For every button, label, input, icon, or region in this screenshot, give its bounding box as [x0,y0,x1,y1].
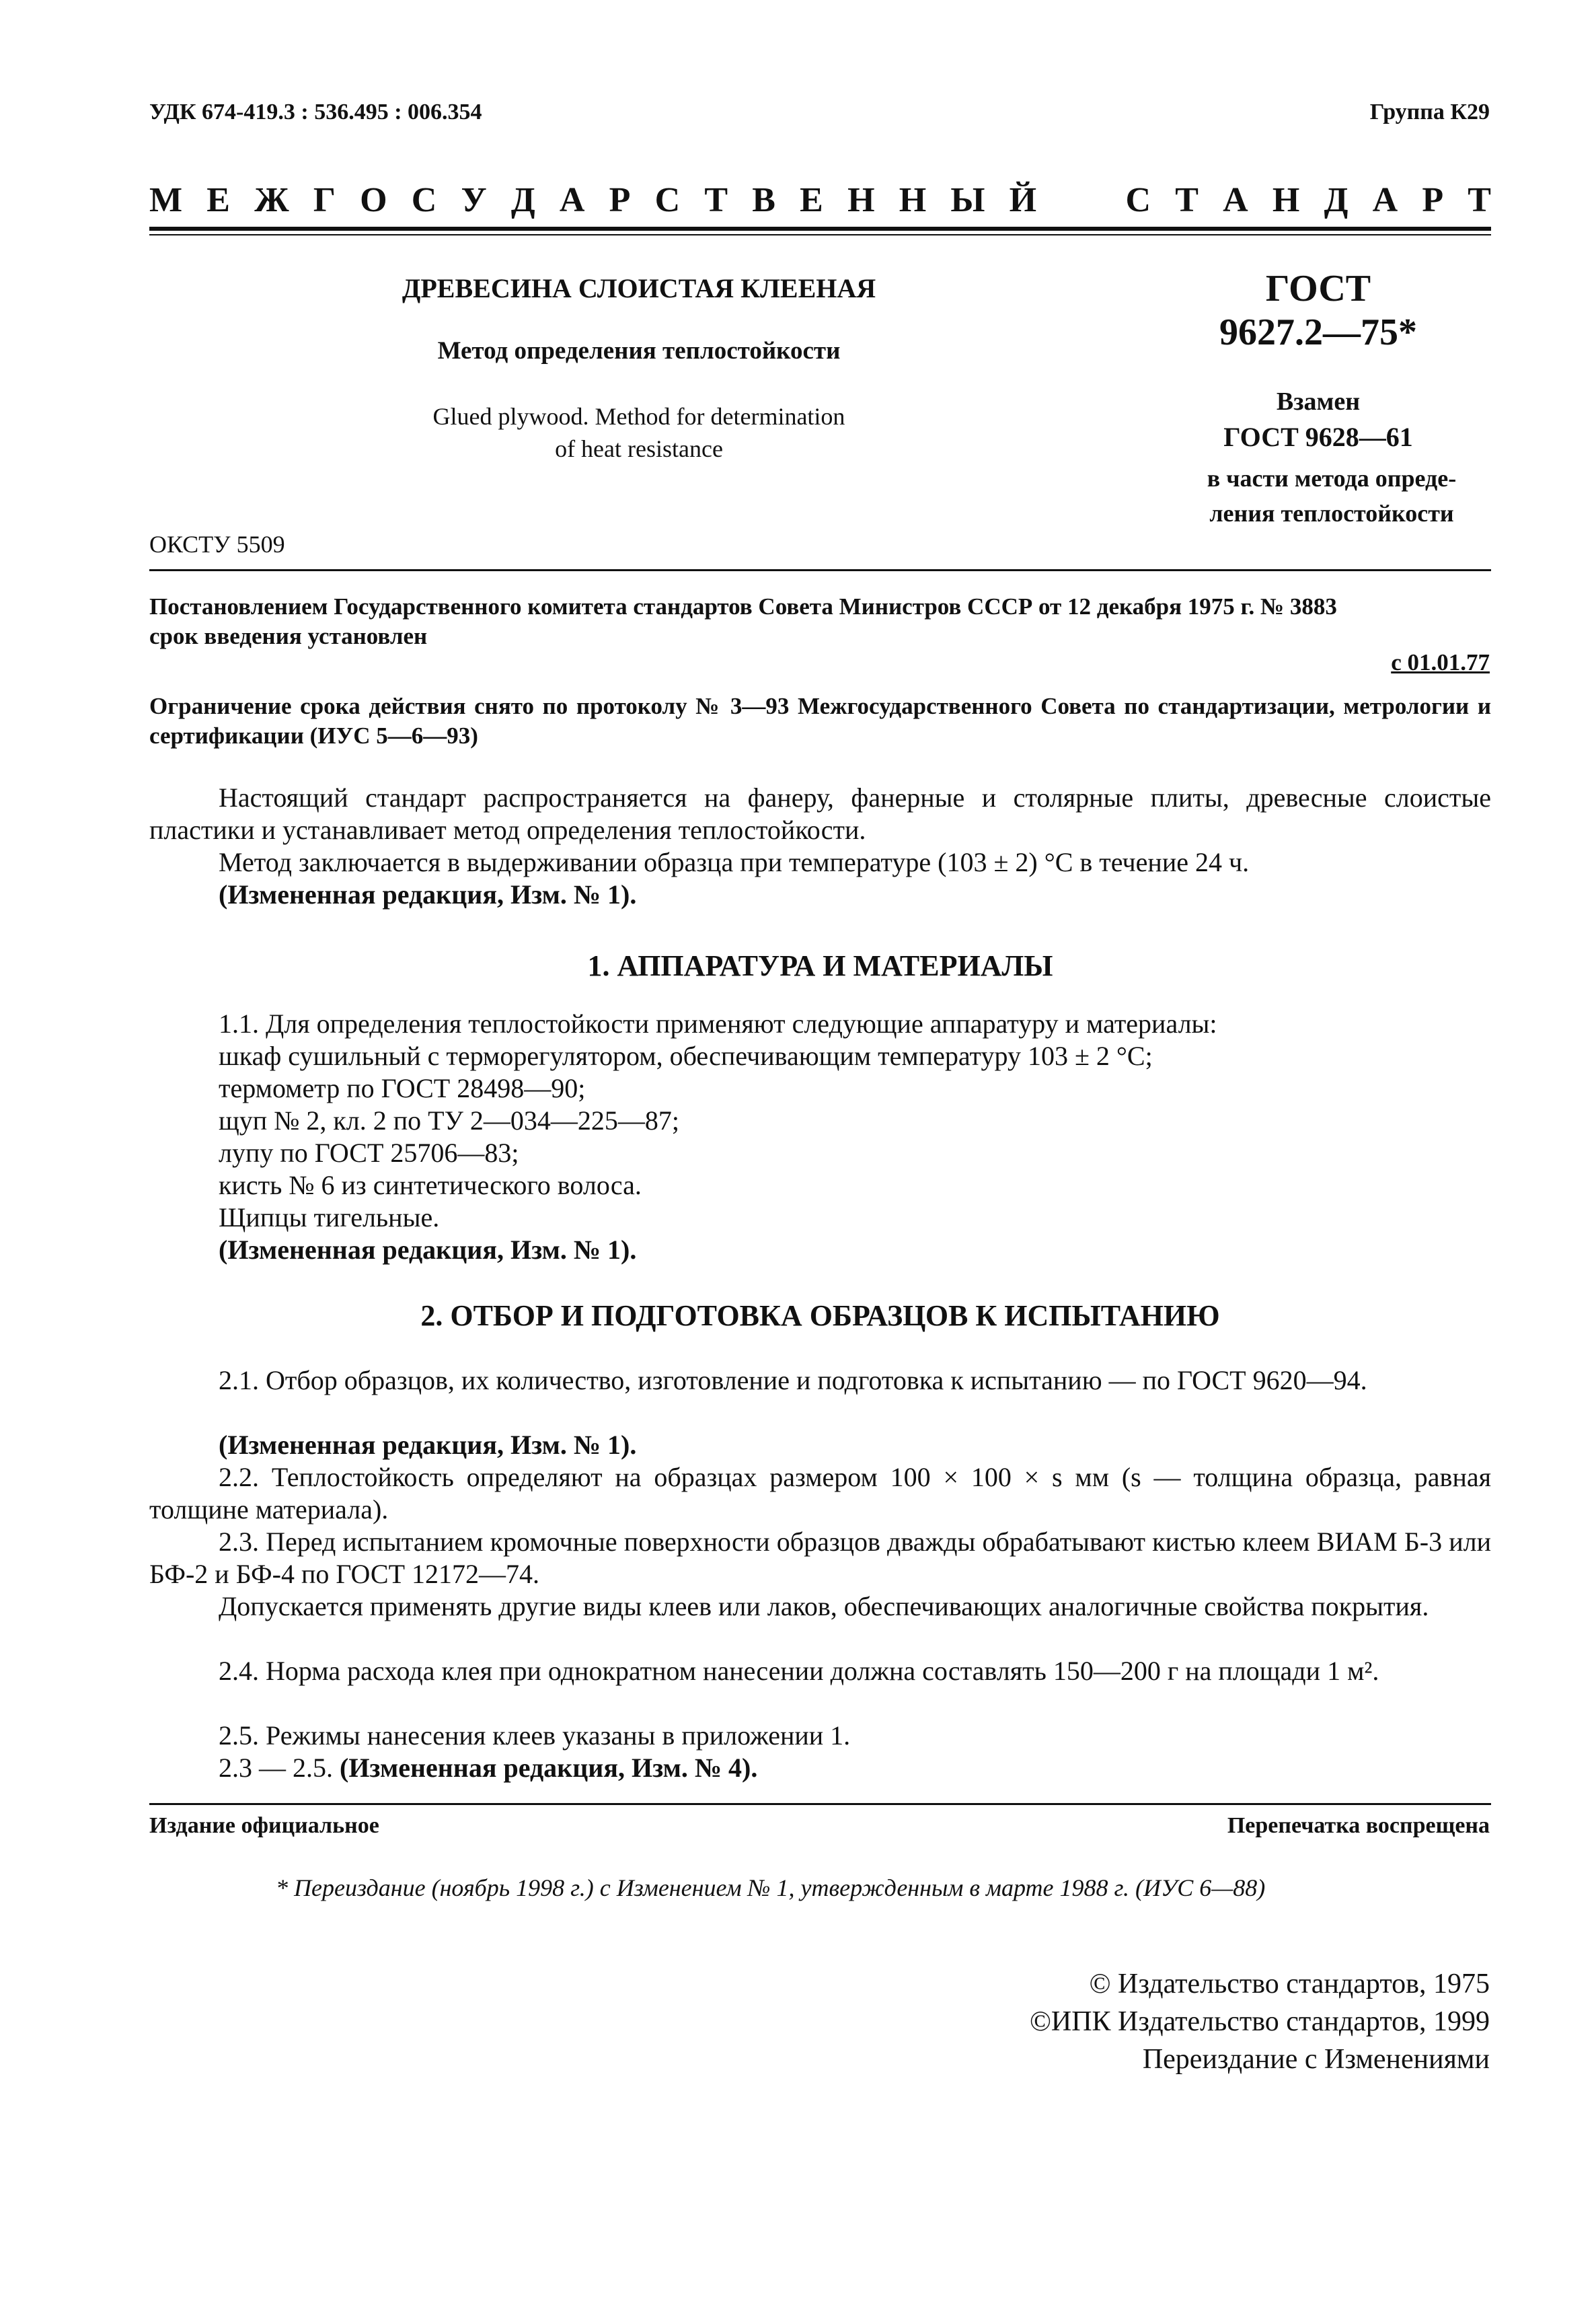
banner-letter: Т [704,181,728,219]
intro-paragraph-2: Метод заключается в выдерживании образца при температуре (103 ± 2) °С в течение 24 ч. [219,847,1250,877]
title-en-line1: Glued plywood. Method for determination [432,403,845,430]
banner-letter: Т [1175,181,1199,219]
document-title-en [336,400,942,465]
copyright-1975: © Издательство стандартов, 1975 [1089,1969,1490,1999]
udk-code: УДК 674-419.3 : 536.495 : 006.354 [149,100,482,124]
method-title-ru: Метод определения теплостойкости [437,337,841,365]
reprint-forbidden-label: Перепечатка воспрещена [1227,1813,1490,1838]
clause-2-3-2-5-amendment [219,1752,757,1784]
okstu-code: ОКСТУ 5509 [149,531,285,558]
replaces-part-line1: в части метода опреде- [1207,465,1457,492]
decree-line1: Постановлением Государственного комитета стандартов Совета Министров СССР от 12 декабря 1975 г. № 3883 [149,593,1337,620]
gost-label: ГОСТ [1265,268,1371,309]
replaces-label: Взамен [1276,388,1361,416]
official-edition-label: Издание официальное [149,1813,379,1838]
section-1-line: шкаф сушильный с терморегулятором, обеспечивающим температуру 103 ± 2 °С; [219,1041,1153,1071]
replaces-part-line2: ления теплостойкости [1209,500,1454,527]
clause-2-1: 2.1. Отбор образцов, их количество, изготовление и подготовка к испытанию — по ГОСТ 9620—94. [219,1365,1367,1395]
replaces-gost: ГОСТ 9628—61 [1223,422,1413,452]
decree-line2: срок введения установлен [149,623,428,649]
banner-letter: Н [1272,181,1300,219]
banner-letter: У [461,181,487,219]
section-2-heading: 2. ОТБОР И ПОДГОТОВКА ОБРАЗЦОВ К ИСПЫТАНИЮ [420,1299,1220,1332]
banner-letter: А [559,181,585,219]
banner-gap [1061,180,1101,220]
decree-date: с 01.01.77 [1391,649,1490,675]
banner-letter: Е [800,181,823,219]
banner-letter: А [1372,181,1398,219]
banner-letter: О [360,181,387,219]
section-1-amendment: (Измененная редакция, Изм. № 1). [219,1235,637,1265]
banner-letter: М [149,181,183,219]
intro-amendment: (Измененная редакция, Изм. № 1). [219,879,637,910]
section-1-heading: 1. АППАРАТУРА И МАТЕРИАЛЫ [587,949,1053,982]
banner-letter: Н [899,181,927,219]
banner-letter: С [411,181,437,219]
banner-letter: Д [1324,181,1348,219]
section-1-line: термометр по ГОСТ 28498—90; [219,1073,586,1103]
intro-paragraph-1: Настоящий стандарт распространяется на фанеру, фанерные и столярные плиты, древесные слоистые пластики и устанавливает метод определения теплостойкости. [149,782,1491,845]
copyright-1999: ©ИПК Издательство стандартов, 1999 [1029,2006,1490,2037]
header-rule-thin [149,234,1491,235]
section-1-line: лупу по ГОСТ 25706—83; [219,1138,519,1168]
section-1-line: Щипцы тигельные. [219,1202,440,1233]
restriction-text: Ограничение срока действия снято по протоколу № 3—93 Межгосударственного Совета по стандартизации, метрологии и сертификации (ИУС 5—6—93) [149,693,1491,749]
clause-2-1-amendment: (Измененная редакция, Изм. № 1). [219,1430,637,1460]
banner-letter: Н [847,181,875,219]
banner-letter: С [1125,181,1151,219]
interstate-standard-banner [149,180,1491,220]
banner-letter: А [1223,181,1248,219]
banner-letter: Й [1009,181,1037,219]
section-1-line: кисть № 6 из синтетического волоса. [219,1170,642,1200]
section-1-line: 1.1. Для определения теплостойкости применяют следующие аппаратуру и материалы: [219,1008,1217,1039]
banner-letter: Ж [254,181,289,219]
banner-letter: Т [1468,181,1491,219]
banner-letter: Г [313,181,336,219]
clause-2-4: 2.4. Норма расхода клея при однократном нанесении должна составлять 150—200 г на площади 1 м². [219,1656,1379,1686]
title-en-line2: of heat resistance [555,435,723,462]
banner-letter: В [752,181,775,219]
clause-2-2: 2.2. Теплостойкость определяют на образцах размером 100 × 100 × s мм (s — толщина образца, равная толщине материала). [149,1462,1491,1525]
document-title-ru: ДРЕВЕСИНА СЛОИСТАЯ КЛЕЕНАЯ [402,273,876,303]
banner-letter: Ы [950,181,985,219]
amendment-text: (Измененная редакция, Изм. № 4). [340,1753,758,1783]
clause-2-3: 2.3. Перед испытанием кромочные поверхности образцов дважды обрабатывают кистью клеем ВИАМ Б-3 или БФ-2 и БФ-4 по ГОСТ 12172—74. [149,1527,1491,1589]
footer-rule [149,1803,1491,1805]
decree-text [149,592,1491,651]
banner-letter: Д [510,181,535,219]
banner-letter: Р [1422,181,1444,219]
banner-letter: С [654,181,681,219]
replaces-part [1170,461,1493,531]
reprint-note: * Переиздание (ноябрь 1998 г.) с Изменением № 1, утвержденным в марте 1988 г. (ИУС 6—88) [276,1874,1266,1901]
header-rule-thick [149,227,1491,231]
banner-letter: Р [609,181,631,219]
reissue-note: Переиздание с Изменениями [1142,2044,1490,2075]
section-1-line: щуп № 2, кл. 2 по ТУ 2—034—225—87; [219,1105,680,1136]
gost-number: 9627.2—75* [1219,311,1417,353]
amendment-range: 2.3 — 2.5. [219,1753,340,1783]
clause-2-3-note: Допускается применять другие виды клеев или лаков, обеспечивающих аналогичные свойства покрытия. [219,1591,1429,1621]
banner-letter: Е [206,181,230,219]
clause-2-5: 2.5. Режимы нанесения клеев указаны в приложении 1. [219,1720,851,1751]
group-code: Группа К29 [1369,100,1490,124]
title-block-rule [149,569,1491,571]
